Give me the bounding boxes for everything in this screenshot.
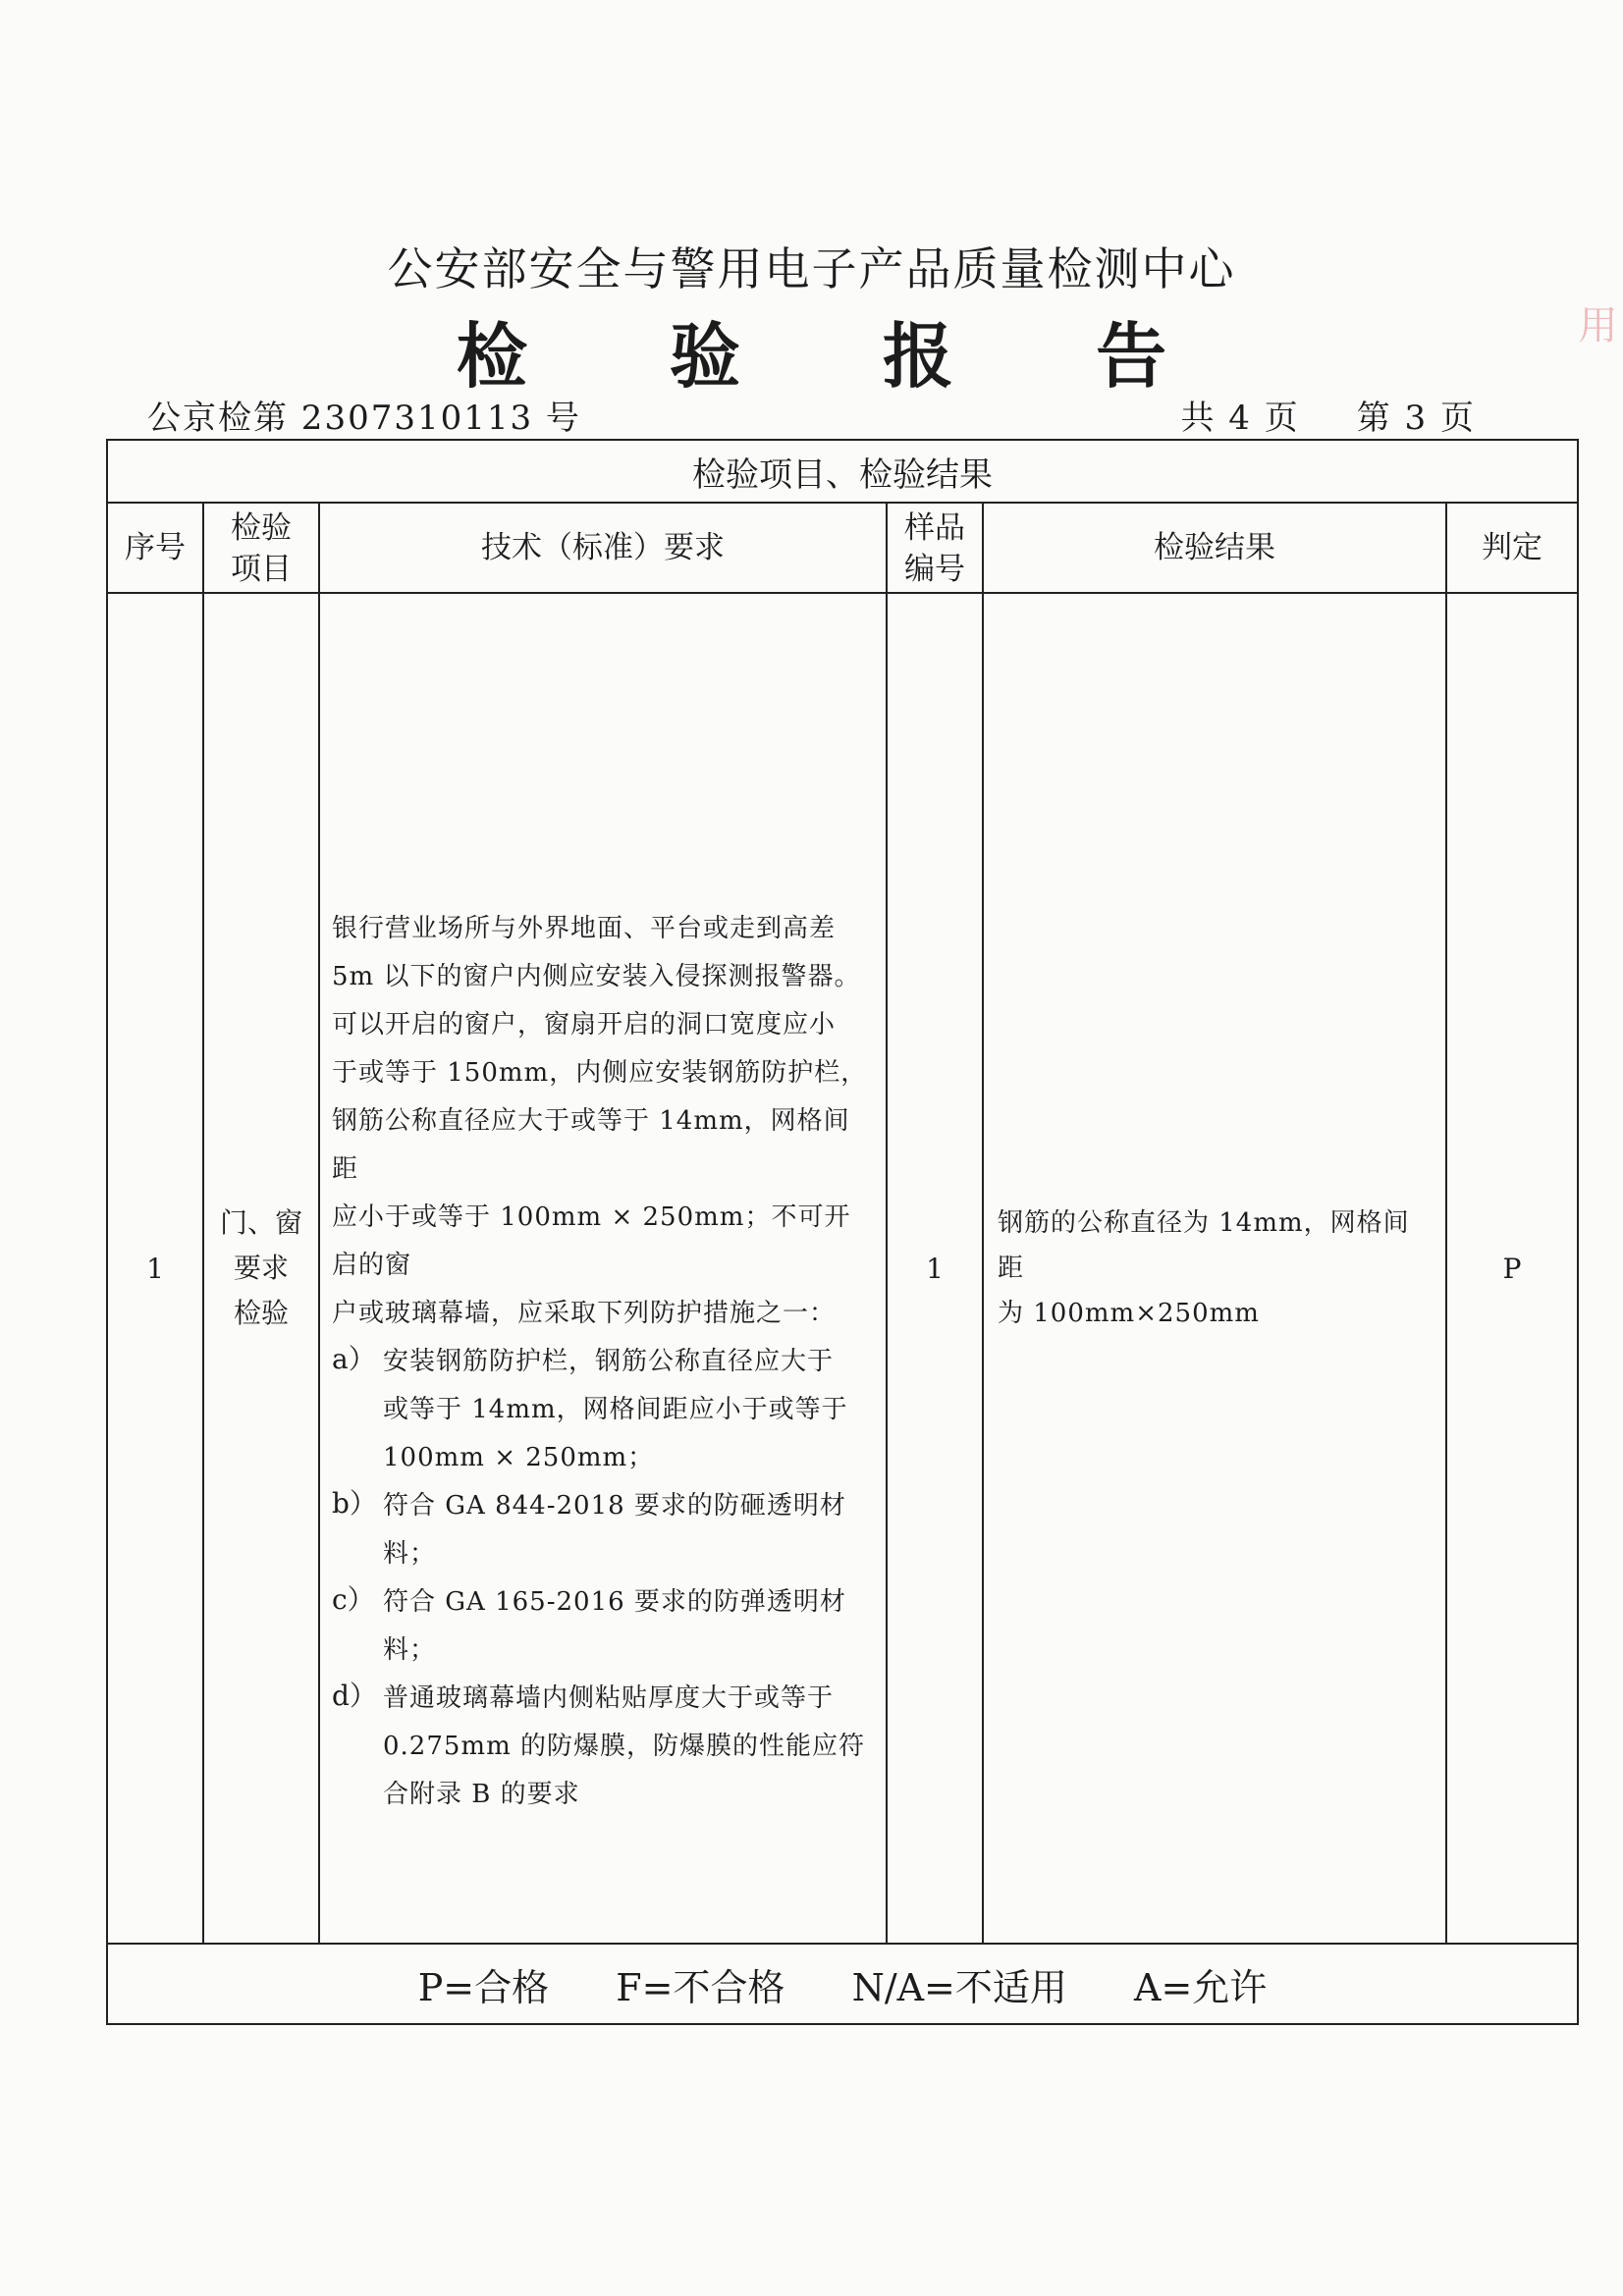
- item-label: a）: [332, 1342, 376, 1375]
- current-page: 第 3 页: [1356, 399, 1476, 438]
- item-line: 普通玻璃幕墙内侧粘贴厚度大于或等于: [383, 1682, 835, 1713]
- requirement-line: 银行营业场所与外界地面、平台或走到高差: [332, 913, 837, 943]
- organization-name: 公安部安全与警用电子产品质量检测中心: [387, 242, 1236, 295]
- row-item-line2: 要求: [233, 1252, 289, 1284]
- header-verdict: 判定: [1446, 503, 1578, 593]
- item-line: 符合 GA 165-2016 要求的防弹透明材料；: [383, 1586, 846, 1665]
- header-item-line2: 项目: [231, 552, 292, 587]
- seal-stamp-edge: 用: [1572, 304, 1617, 344]
- item-line: 或等于 14mm，网格间距应小于或等于: [383, 1394, 848, 1424]
- legend-fail: F=不合格: [616, 1965, 785, 2009]
- requirement-line: 可以开启的窗户，窗扇开启的洞口宽度应小: [332, 1009, 837, 1040]
- result-line: 钢筋的公称直径为 14mm，网格间距: [998, 1208, 1410, 1283]
- header-sample-line2: 编号: [904, 552, 965, 587]
- table-row: [107, 593, 1578, 1944]
- document-title: 检 验 报 告: [456, 314, 1226, 398]
- item-label: b）: [332, 1486, 377, 1520]
- item-label: d）: [332, 1679, 377, 1712]
- legend-allow: A=允许: [1134, 1965, 1268, 2009]
- requirement-item-a: [332, 1338, 872, 1482]
- requirement-line: 钢筋公称直径应大于或等于 14mm，网格间距: [332, 1105, 850, 1184]
- header-item-line1: 检验: [231, 510, 292, 546]
- requirement-line: 于或等于 150mm，内侧应安装钢筋防护栏，: [332, 1057, 868, 1088]
- requirement-item-d: [332, 1675, 872, 1819]
- requirement-item-c: [332, 1578, 872, 1675]
- legend-pass: P=合格: [417, 1965, 550, 2009]
- report-number: 公京检第 2307310113 号: [147, 399, 581, 438]
- item-label: c）: [332, 1582, 375, 1616]
- header-result: 检验结果: [983, 503, 1446, 593]
- row-item-line3: 检验: [233, 1297, 289, 1329]
- item-line: 符合 GA 844-2018 要求的防砸透明材料；: [383, 1490, 846, 1569]
- header-sample: [887, 503, 983, 593]
- row-verdict: P: [1446, 593, 1578, 1944]
- row-index: 1: [107, 593, 203, 1944]
- total-pages: 共 4 页: [1180, 399, 1300, 438]
- header-item: [203, 503, 319, 593]
- row-result: [983, 593, 1446, 1944]
- section-title-row: [107, 440, 1578, 503]
- row-requirement: [319, 593, 887, 1944]
- header-requirement: 技术（标准）要求: [319, 503, 887, 593]
- requirement-item-b: [332, 1482, 872, 1578]
- legend-na: N/A=不适用: [851, 1965, 1067, 2009]
- row-item: [203, 593, 319, 1944]
- requirement-line: 户或玻璃幕墙，应采取下列防护措施之一：: [332, 1298, 837, 1328]
- item-line: 0.275mm 的防爆膜，防爆膜的性能应符: [383, 1731, 866, 1761]
- result-line: 为 100mm×250mm: [998, 1299, 1260, 1328]
- row-item-line1: 门、窗: [219, 1206, 302, 1239]
- header-sample-line1: 样品: [904, 510, 965, 546]
- page-info: [1181, 391, 1477, 439]
- table-header-row: [107, 503, 1578, 593]
- requirement-line: 5m 以下的窗户内侧应安装入侵探测报警器。: [332, 961, 861, 991]
- item-line: 合附录 B 的要求: [383, 1779, 580, 1809]
- requirement-line: 应小于或等于 100mm × 250mm；不可开启的窗: [332, 1201, 851, 1280]
- row-sample-no: 1: [887, 593, 983, 1944]
- inspection-table: [106, 439, 1579, 2025]
- item-line: 安装钢筋防护栏，钢筋公称直径应大于: [383, 1346, 835, 1376]
- legend: [107, 1944, 1578, 2024]
- header-index: 序号: [107, 503, 203, 593]
- item-line: 100mm × 250mm；: [383, 1442, 655, 1472]
- section-title: 检验项目、检验结果: [107, 440, 1578, 503]
- legend-row: [107, 1944, 1578, 2024]
